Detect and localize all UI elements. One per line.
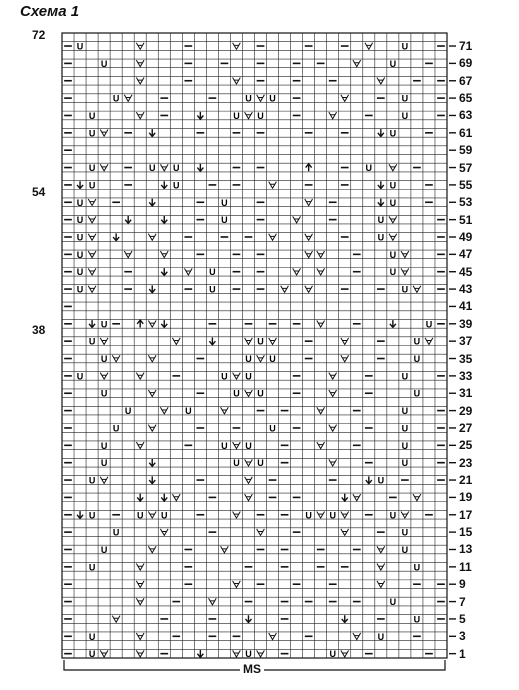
yarn-over-symbol: U	[257, 110, 264, 121]
row-number-label: 23	[459, 455, 473, 470]
yarn-over-symbol: U	[100, 544, 108, 555]
row-number-label: 7	[459, 594, 466, 609]
yarn-over-symbol: U	[173, 180, 180, 191]
yarn-over-symbol: U	[100, 458, 108, 469]
yarn-over-symbol: U	[112, 423, 120, 434]
yarn-over-symbol: U	[389, 597, 397, 608]
yarn-over-symbol: U	[173, 163, 180, 174]
yarn-over-symbol: U	[245, 354, 252, 365]
yarn-over-symbol: U	[221, 371, 228, 382]
yarn-over-symbol: U	[185, 406, 192, 417]
left-row-label: 72	[32, 28, 46, 43]
yarn-over-symbol: U	[413, 354, 421, 365]
row-number-label: 13	[459, 542, 473, 557]
yarn-over-symbol: U	[76, 249, 84, 260]
row-number-label: 19	[459, 490, 473, 505]
yarn-over-symbol: U	[389, 197, 397, 208]
yarn-over-symbol: U	[257, 388, 264, 399]
row-number-label: 33	[459, 368, 473, 383]
row-number-label: 61	[459, 125, 473, 140]
left-row-label: 38	[32, 323, 46, 338]
yarn-over-symbol: U	[365, 163, 373, 174]
yarn-over-symbol: U	[221, 197, 228, 208]
row-number-label: 27	[459, 420, 473, 435]
yarn-over-symbol: U	[389, 267, 397, 278]
yarn-over-symbol: U	[329, 649, 336, 660]
yarn-over-symbol: U	[413, 614, 421, 625]
yarn-over-symbol: U	[401, 423, 409, 434]
yarn-over-symbol: U	[233, 110, 240, 121]
yarn-over-symbol: U	[377, 215, 385, 226]
yarn-over-symbol: U	[112, 527, 120, 538]
row-number-label: 49	[459, 229, 473, 244]
yarn-over-symbol: U	[401, 440, 409, 451]
yarn-over-symbol: U	[389, 249, 397, 260]
yarn-over-symbol: U	[100, 354, 108, 365]
row-number-label: 45	[459, 264, 473, 279]
yarn-over-symbol: U	[100, 440, 108, 451]
yarn-over-symbol: U	[76, 267, 84, 278]
yarn-over-symbol: U	[257, 458, 264, 469]
yarn-over-symbol: U	[88, 475, 96, 486]
yarn-over-symbol: U	[305, 510, 312, 521]
yarn-over-symbol: U	[76, 197, 84, 208]
yarn-over-symbol: U	[269, 93, 276, 104]
row-number-label: 9	[459, 577, 466, 592]
yarn-over-symbol: U	[413, 562, 421, 573]
yarn-over-symbol: U	[401, 93, 409, 104]
yarn-over-symbol: U	[245, 440, 252, 451]
yarn-over-symbol: U	[221, 215, 228, 226]
row-number-label: 35	[459, 351, 473, 366]
yarn-over-symbol: U	[329, 510, 336, 521]
row-number-label: 15	[459, 525, 473, 540]
row-number-label: 41	[459, 299, 473, 314]
row-number-label: 71	[459, 39, 473, 54]
row-number-label: 29	[459, 403, 473, 418]
yarn-over-symbol: U	[377, 232, 385, 243]
yarn-over-symbol: U	[401, 458, 409, 469]
yarn-over-symbol: U	[100, 58, 108, 69]
yarn-over-symbol: U	[76, 232, 84, 243]
yarn-over-symbol: U	[401, 544, 409, 555]
repeat-label: MS	[240, 663, 264, 675]
yarn-over-symbol: U	[269, 423, 276, 434]
yarn-over-symbol: U	[100, 388, 108, 399]
yarn-over-symbol: U	[389, 180, 397, 191]
yarn-over-symbol: U	[76, 284, 84, 295]
row-number-label: 67	[459, 73, 473, 88]
yarn-over-symbol: U	[88, 510, 96, 521]
yarn-over-symbol: U	[425, 319, 433, 330]
row-number-label: 57	[459, 160, 473, 175]
yarn-over-symbol: U	[413, 388, 421, 399]
yarn-over-symbol: U	[245, 93, 252, 104]
row-number-label: 59	[459, 143, 473, 158]
yarn-over-symbol: U	[401, 110, 409, 121]
yarn-over-symbol: U	[76, 371, 84, 382]
row-number-label: 47	[459, 247, 473, 262]
row-number-label: 31	[459, 386, 473, 401]
yarn-over-symbol: U	[245, 649, 252, 660]
yarn-over-symbol: U	[257, 336, 264, 347]
yarn-over-symbol: U	[88, 649, 96, 660]
row-number-label: 1	[459, 646, 466, 661]
yarn-over-symbol: U	[413, 336, 421, 347]
yarn-over-symbol: U	[401, 41, 409, 52]
yarn-over-symbol: U	[88, 180, 96, 191]
yarn-over-symbol: U	[401, 371, 409, 382]
row-number-label: 43	[459, 282, 473, 297]
yarn-over-symbol: U	[209, 267, 216, 278]
left-row-label: 54	[32, 184, 46, 199]
row-number-label: 63	[459, 108, 473, 123]
yarn-over-symbol: U	[401, 284, 409, 295]
yarn-over-symbol: U	[221, 440, 228, 451]
row-number-label: 25	[459, 438, 473, 453]
yarn-over-symbol: U	[124, 406, 132, 417]
row-number-label: 11	[459, 559, 472, 574]
yarn-over-symbol: U	[377, 475, 385, 486]
row-number-label: 51	[459, 212, 473, 227]
yarn-over-symbol: U	[401, 406, 409, 417]
yarn-over-symbol: U	[389, 128, 397, 139]
chart-title: Схема 1	[20, 3, 80, 20]
yarn-over-symbol: U	[389, 58, 397, 69]
yarn-over-symbol: U	[76, 215, 84, 226]
yarn-over-symbol: U	[377, 631, 385, 642]
row-number-label: 65	[459, 91, 473, 106]
yarn-over-symbol: U	[76, 41, 84, 52]
yarn-over-symbol: U	[88, 336, 96, 347]
yarn-over-symbol: U	[209, 284, 216, 295]
yarn-over-symbol: U	[88, 110, 96, 121]
yarn-over-symbol: U	[401, 527, 409, 538]
yarn-over-symbol: U	[233, 458, 240, 469]
yarn-over-symbol: U	[389, 510, 397, 521]
yarn-over-symbol: U	[112, 93, 120, 104]
row-number-label: 21	[459, 473, 473, 488]
row-number-label: 55	[459, 177, 473, 192]
yarn-over-symbol: U	[148, 163, 156, 174]
yarn-over-symbol: U	[88, 631, 96, 642]
row-number-label: 3	[459, 629, 466, 644]
row-number-label: 37	[459, 334, 473, 349]
yarn-over-symbol: U	[88, 163, 96, 174]
row-number-label: 17	[459, 507, 473, 522]
yarn-over-symbol: U	[269, 354, 276, 365]
yarn-over-symbol: U	[88, 128, 96, 139]
row-number-label: 53	[459, 195, 473, 210]
yarn-over-symbol: U	[245, 371, 252, 382]
yarn-over-symbol: U	[100, 319, 108, 330]
yarn-over-symbol: U	[88, 562, 96, 573]
yarn-over-symbol: U	[136, 510, 144, 521]
yarn-over-symbol: U	[161, 510, 168, 521]
row-number-label: 5	[459, 611, 466, 626]
row-number-label: 39	[459, 316, 473, 331]
yarn-over-symbol: U	[233, 388, 240, 399]
row-number-label: 69	[459, 56, 473, 71]
